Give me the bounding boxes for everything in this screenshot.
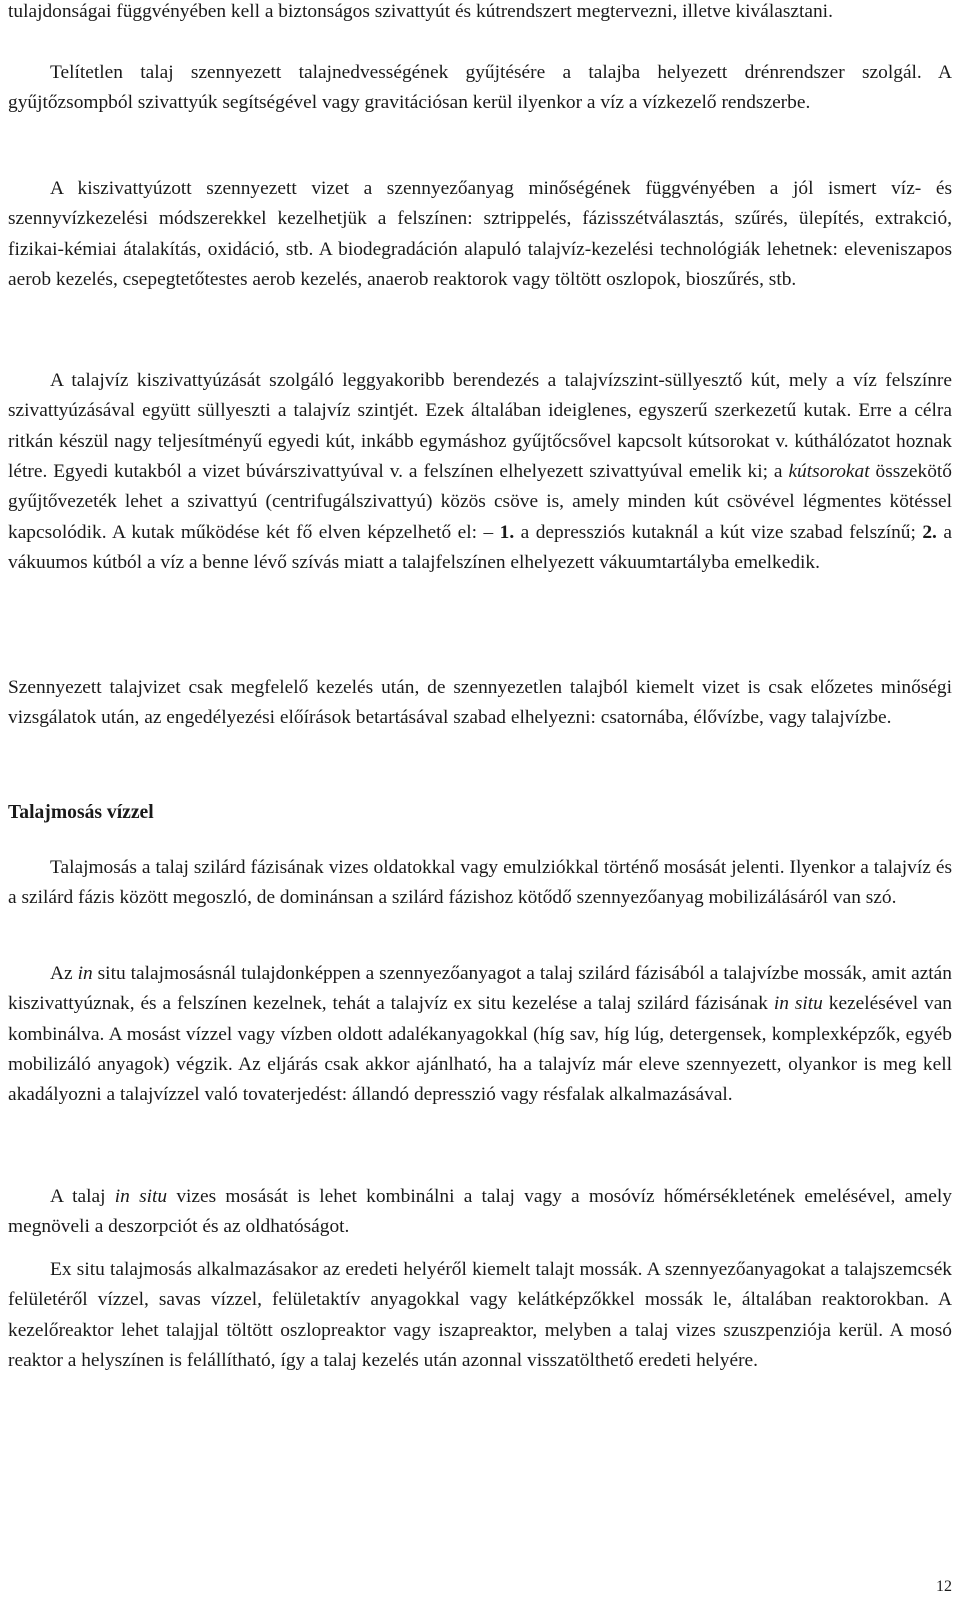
italic-term: in situ [773,993,823,1015]
bold-number: 1. [499,521,515,543]
section-heading: Talajmosás vízzel [8,802,154,823]
paragraph-in-situ-washing [8,959,952,1111]
italic-term: kútsorokat [788,461,870,483]
text-run: összekötő gyűjtővezeték lehet a szivattyú (centrifugálszivattyú) közös csöve is, amely minden kút csövével légmentes kötéssel kapcsolódik. A kutak működése két fő elven képzelhető el: – [8,461,953,543]
text-run: A talaj [50,1186,115,1207]
text-run: a depressziós kutaknál a kút vize szabad felszínű; [514,521,923,543]
paragraph-wells [8,366,952,578]
page-number: 12 [936,1578,952,1595]
text-run: kezelésével van kombinálva. A mosást vízzel vagy vízben oldott adalékanyagokkal (híg sav, híg lúg, detergensek, komplexképzők, egyéb mobilizáló anyagok) végzik. Az eljárás csak akkor ajánlható, ha a talajvíz már eleve szennyezett, olyankor is meg kell akadályozni a talajvízzel való tovaterjedést: állandó depresszió vagy résfalak alkalmazásával. [8,993,953,1106]
italic-term: in [77,963,93,984]
paragraph-ex-situ-washing: Ex situ talajmosás alkalmazásakor az eredeti helyéről kiemelt talajt mossák. A szennyezőanyagokat a talajszemcsék felületéről vízzel, savas vízzel, felületaktív anyagokkal vagy kelátképzőkkel mossák le, általában reaktorokban. A kezelőreaktor lehet talajjal töltött oszlopreaktor vagy iszapreaktor, melyben a talaj vizes szuszpenziója kerül. A mosó reaktor a helyszínen is felállítható, így a talaj kezelés után azonnal visszatölthető eredeti helyére. [8,1259,952,1372]
text-run: vizes mosását is lehet kombinálni a talaj vagy a mosóvíz hőmérsékletének emelésével, amely megnöveli a deszorpciót és az oldhatóságot. [8,1186,952,1238]
paragraph-continuation: tulajdonságai függvényében kell a biztonságos szivattyút és kútrendszert megtervezni, illetve kiválasztani. [8,1,833,22]
text-run: A talajvíz kiszivattyúzását szolgáló leggyakoribb berendezés a talajvízszint-süllyesztő kút, mely a víz felszínre szivattyúzásával együtt süllyeszti a talajvíz szintjét. Ezek általában ideiglenes, egyszerű szerkezetű kutak. Erre a célra ritkán készül nagy teljesítményű egyedi kút, inkább egymáshoz gyűjtőcsővel kapcsolt kútsorokat v. kúthálózatot hoznak létre. Egyedi kutakból a vizet búvárszivattyúval v. a felszínen elhelyezett szivattyúval emelik ki; a [8,370,952,483]
paragraph-in-situ-combined [8,1182,952,1243]
text-run: a vákuumos kútból a víz a benne lévő szívás miatt a talajfelszínen elhelyezett vákuumtartályba emelkedik. [8,521,952,574]
bold-number: 2. [922,521,937,543]
italic-term: in situ [114,1186,168,1207]
paragraph-treatment-methods: A kiszivattyúzott szennyezett vizet a szennyezőanyag minőségének függvényében a jól ismert víz- és szennyvízkezelési módszerekkel kezelhetjük a felszínen: sztrippelés, fázisszétválasztás, szűrés, ülepítés, extrakció, fizikai-kémiai átalakítás, oxidáció, stb. A biodegradáción alapuló talajvíz-kezelési technológiák lehetnek: eleveniszapos aerob kezelés, csepegtetőtestes aerob kezelés, anaerob reaktorok vagy töltött oszlopok, bioszűrés, stb. [8,178,952,291]
text-run: Az [50,963,78,984]
text-run: situ talajmosásnál tulajdonképpen a szennyezőanyagot a talaj szilárd fázisából a talajvízbe mossák, amit aztán kiszivattyúznak, és a felszínen kezelnek, tehát a talajvíz ex situ kezelése a talaj szilárd fázisának [8,963,952,1015]
paragraph-soil-washing-definition: Talajmosás a talaj szilárd fázisának vizes oldatokkal vagy emulziókkal történő mosását jelenti. Ilyenkor a talajvíz és a szilárd fázis között megoszló, de dominánsan a szilárd fázishoz kötődő szennyezőanyag mobilizálásáról van szó. [8,857,952,909]
paragraph-disposal: Szennyezett talajvizet csak megfelelő kezelés után, de szennyezetlen talajból kiemelt vizet is csak előzetes minőségi vizsgálatok után, az engedélyezési előírások betartásával szabad elhelyezni: csatornába, élővízbe, vagy talajvízbe. [8,677,952,729]
paragraph-drainage: Telítetlen talaj szennyezett talajnedvességének gyűjtésére a talajba helyezett drénrendszer szolgál. A gyűjtőzsompból szivattyúk segítségével vagy gravitációsan kerül ilyenkor a víz a vízkezelő rendszerbe. [8,62,952,114]
